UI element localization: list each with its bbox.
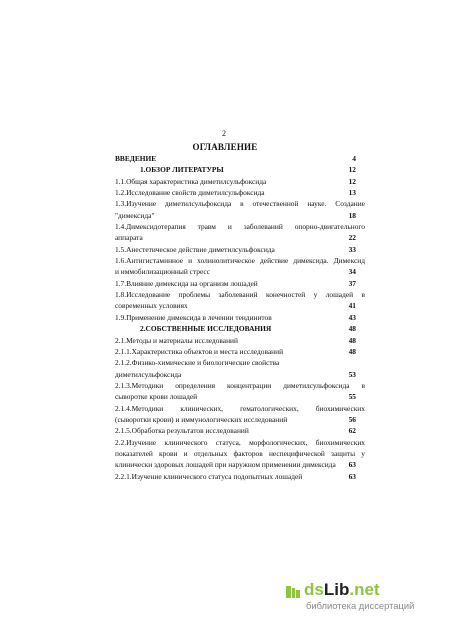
dslib-watermark: [286, 580, 436, 614]
toc-entry-title: 2.1.2.Физико-химические и биологические свойства: [115, 358, 280, 368]
toc-heading: ОГЛАВЛЕНИЕ: [192, 142, 258, 152]
toc-entry-title: (сыворотки крови) и иммунологических исследований: [115, 414, 288, 424]
toc-entry-title: 1.2.Исследование свойств диметилсульфоксида: [115, 188, 265, 198]
toc-entry-title: 2.1.4.Методики клинических, гематологических, биохимических: [115, 403, 365, 413]
toc-entry-page: 56: [348, 414, 356, 424]
toc-entry: [115, 323, 365, 334]
toc-entry-page: 12: [348, 165, 356, 175]
toc-entry-title: 2.2.1.Изучение клинического статуса подопытных лошадей: [115, 471, 303, 481]
toc-entry: [115, 391, 365, 402]
brand-lib: Lib: [323, 580, 350, 599]
toc-entry: [115, 198, 365, 209]
toc-entry: [115, 414, 365, 425]
toc-entry-page: 37: [348, 278, 356, 288]
toc-entry-title: и иммобилизационный стресс: [115, 267, 210, 277]
toc-entry-page: 22: [348, 233, 356, 243]
toc-entry-title: показателей крови и отдельных факторов неспецифической защиты у: [115, 448, 365, 458]
toc-entry-page: 63: [348, 471, 356, 481]
toc-entry-page: 12: [348, 176, 356, 186]
toc-entry-title: 2.СОБСТВЕННЫЕ ИССЛЕДОВАНИЯ: [140, 324, 272, 334]
toc-entry-page: 43: [348, 312, 356, 322]
toc-entry-page: 41: [348, 301, 356, 311]
toc-entry: [115, 244, 365, 255]
toc-entry-title: 1.8.Исследование проблемы заболеваний конечностей у лошадей в: [115, 290, 365, 300]
toc-entry: [115, 221, 365, 232]
toc-entry-title: сыворотке крови лошадей: [115, 392, 198, 402]
table-of-contents: [115, 153, 365, 482]
toc-entry-title: аппарата: [115, 233, 143, 243]
toc-entry: [115, 369, 365, 380]
watermark-brand: [304, 580, 380, 600]
toc-entry: [115, 232, 365, 243]
page-number: 2: [222, 129, 226, 138]
toc-entry-title: 1.4.Димексидотерапия травм и заболеваний опорно-двигательного: [115, 222, 365, 232]
toc-entry: [115, 425, 365, 436]
toc-entry: [115, 335, 365, 346]
brand-tld: .net: [349, 580, 380, 599]
toc-entry-title: 1.3.Изучение диметилсульфоксида в отечественной науке. Создание: [115, 199, 365, 209]
toc-entry-title: 1.1.Общая характеристика диметилсульфоксида: [115, 176, 267, 186]
toc-entry-title: 1.7.Влияние димексида на организм лошадей: [115, 278, 258, 288]
toc-entry-page: 63: [348, 460, 356, 470]
toc-entry-page: 33: [348, 244, 356, 254]
toc-entry-title: клинически здоровых лошадей при наружном применении димексида: [115, 460, 336, 470]
toc-entry: [115, 278, 365, 289]
toc-entry-page: 48: [348, 324, 356, 334]
toc-entry: [115, 437, 365, 448]
toc-entry-page: 48: [348, 335, 356, 345]
toc-entry-page: 48: [348, 346, 356, 356]
toc-entry: [115, 459, 365, 470]
toc-entry: [115, 346, 365, 357]
toc-entry-page: 4: [352, 154, 356, 163]
toc-entry-title: 1.5.Анестетическое действие диметилсульфоксида: [115, 244, 275, 254]
toc-entry-page: 62: [348, 426, 356, 436]
toc-entry: [115, 153, 365, 164]
toc-entry-title: 1.9.Применение димексида в лечении тендинитов: [115, 312, 272, 322]
toc-entry: [115, 403, 365, 414]
toc-entry: [115, 187, 365, 198]
toc-entry-title: 1.6.Антигистаминное и холинолитическое действие димексида. Димексид: [115, 256, 365, 266]
toc-entry-title: 2.1.Методы и материалы исследований: [115, 335, 238, 345]
toc-entry-title: 2.1.3.Методики определения концентрации диметилсульфоксида в: [115, 380, 365, 390]
brand-ds: ds: [304, 580, 324, 599]
toc-entry-title: 2.2.Изучение клинического статуса, морфологических, биохимических: [115, 437, 365, 447]
watermark-subtitle: библиотека диссертаций: [306, 600, 415, 611]
toc-entry-title: диметилсульфоксида: [115, 369, 182, 379]
toc-entry-title: 2.1.5.Обработка результатов исследований: [115, 426, 249, 436]
toc-entry-page: 34: [348, 267, 356, 277]
book-stack-icon: [286, 586, 300, 598]
toc-entry-title: ВВЕДЕНИЕ: [115, 154, 157, 163]
toc-entry-page: 55: [348, 392, 356, 402]
toc-entry-title: современных условиях: [115, 301, 188, 311]
toc-entry-title: 2.1.1.Характеристика объектов и места исследований: [115, 346, 284, 356]
toc-entry: [115, 176, 365, 187]
toc-entry-page: 18: [348, 210, 356, 220]
toc-entry: [115, 210, 365, 221]
toc-entry: [115, 289, 365, 300]
toc-entry: [115, 266, 365, 277]
toc-entry: [115, 380, 365, 391]
toc-entry-title: "димексида": [115, 210, 155, 220]
toc-entry: [115, 300, 365, 311]
toc-entry: [115, 255, 365, 266]
toc-entry-page: 53: [348, 369, 356, 379]
toc-entry: [115, 471, 365, 482]
toc-entry: [115, 312, 365, 323]
toc-entry: [115, 164, 365, 175]
toc-entry: [115, 448, 365, 459]
toc-entry-title: 1.ОБЗОР ЛИТЕРАТУРЫ: [140, 165, 224, 175]
toc-entry-page: 13: [348, 188, 356, 198]
toc-entry: [115, 357, 365, 368]
